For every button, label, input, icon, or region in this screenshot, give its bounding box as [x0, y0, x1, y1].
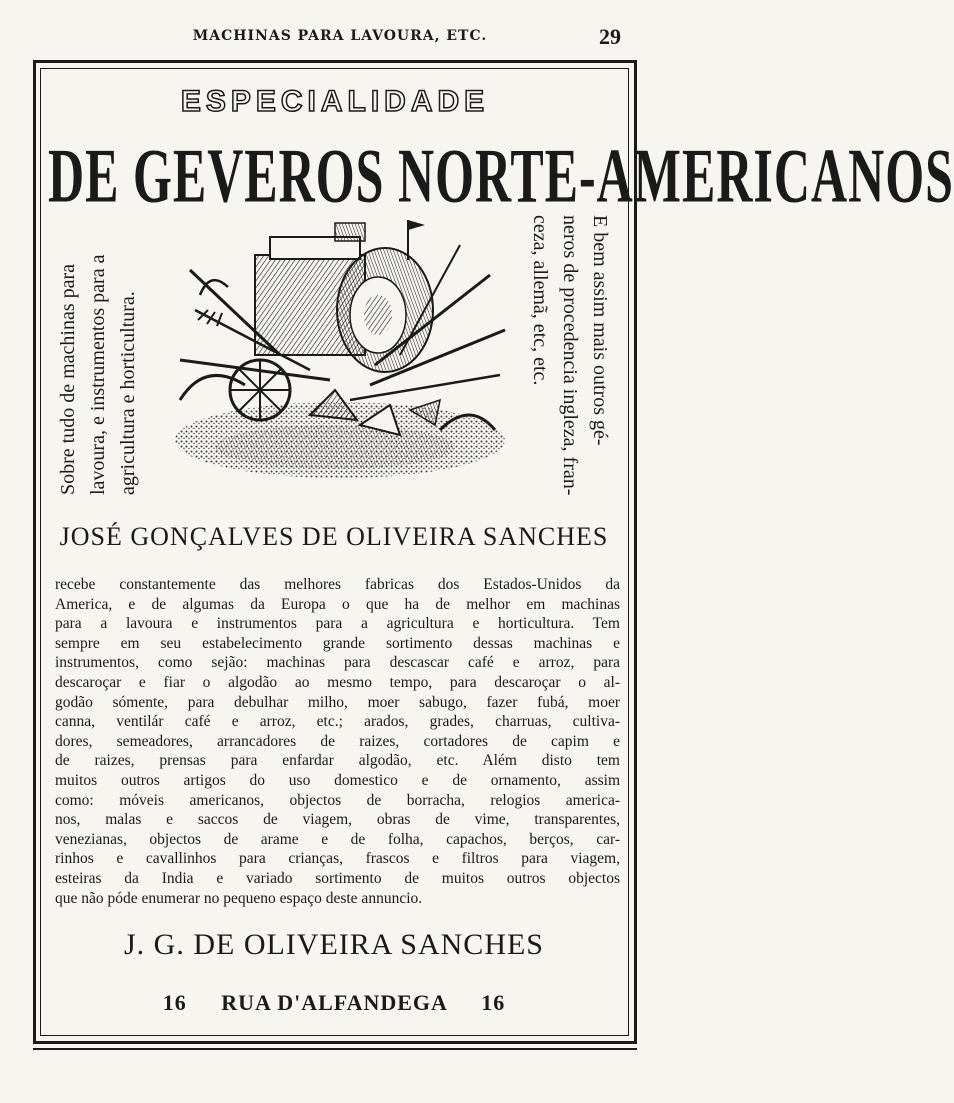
left-side-line-2: lavoura, e instrumentos para a — [87, 254, 109, 495]
address-number-left: 16 — [162, 990, 187, 1015]
body-line: descaroçar e fiar o algodão ao mesmo tempo, para descaroçar o al- — [55, 673, 620, 691]
advert-signature: J. G. DE OLIVEIRA SANCHES — [123, 928, 544, 961]
left-side-line-1: Sobre tudo de machinas para — [57, 263, 79, 495]
advert-body — [55, 575, 620, 908]
body-line: recebe constantemente das melhores fabricas dos Estados-Unidos da — [55, 576, 620, 593]
advert-address — [48, 990, 620, 1016]
body-line: que não póde enumerar no pequeno espaço deste annuncio. — [55, 889, 423, 907]
left-side-line-3: agricultura e horticultura. — [117, 291, 139, 495]
body-line: esteiras da India e variado sortimento de muitos outros objectos — [55, 869, 620, 887]
body-line: venezianas, objectos de arame e de folha, capachos, berços, car- — [55, 830, 620, 848]
running-head-title: MACHINAS PARA LAVOURA, ETC. — [192, 28, 488, 44]
body-line: instrumentos, como sejão: machinas para descascar café e arroz, para — [55, 654, 620, 672]
body-line: godão sómente, para debulhar milho, moer sabugo, fazer fubá, moer — [55, 693, 620, 711]
running-head — [0, 24, 725, 50]
right-side-line-2: neros de procedencia ingleza, fran- — [559, 215, 581, 496]
body-line: America, e de algumas da Europa o que ha de melhor em machinas — [55, 595, 620, 613]
advert-heading: ESPECIALIDADE — [180, 85, 490, 118]
body-line: nos, malas e saccos de viagem, obras de vime, transparentes, — [55, 811, 620, 829]
body-line: canna, ventilár café e arroz, etc.; arados, grades, charruas, cultiva- — [55, 713, 620, 731]
address-number-right: 16 — [481, 990, 506, 1015]
right-side-line-1: E bem assim mais outros gé- — [589, 215, 611, 446]
right-side-caption — [520, 215, 620, 495]
right-side-line-3: ceza, allemã, etc, etc. — [529, 215, 551, 386]
body-line: rinhos e cavallinhos para crianças, frascos e filtros para viagem, — [55, 850, 620, 868]
advert-subheading: DE GEVEROS NORTE-AMERICANOS — [48, 131, 954, 219]
body-line: para a lavoura e instrumentos para a agricultura e horticultura. Tem — [55, 615, 620, 633]
body-line: muitos outros artigos do uso domestico e de ornamento, assim — [55, 771, 620, 789]
address-street: RUA D'ALFANDEGA — [221, 990, 447, 1015]
page-number: 29 — [599, 24, 621, 49]
body-line: dores, semeadores, arrancadores de raizes, cortadores de capim e — [55, 732, 620, 750]
left-side-caption — [48, 215, 148, 495]
body-line: como: móveis americanos, objectos de borracha, relogios america- — [55, 791, 620, 809]
body-line: sempre em seu estabelecimento grande sortimento dessas machinas e — [55, 634, 620, 652]
merchant-name: JOSÉ GONÇALVES DE OLIVEIRA SANCHES — [59, 522, 609, 551]
machinery-engraving-illustration — [160, 215, 515, 490]
bottom-rule — [33, 1048, 637, 1050]
body-line: de raizes, prensas para enfardar algodão, etc. Além disto tem — [55, 752, 620, 770]
